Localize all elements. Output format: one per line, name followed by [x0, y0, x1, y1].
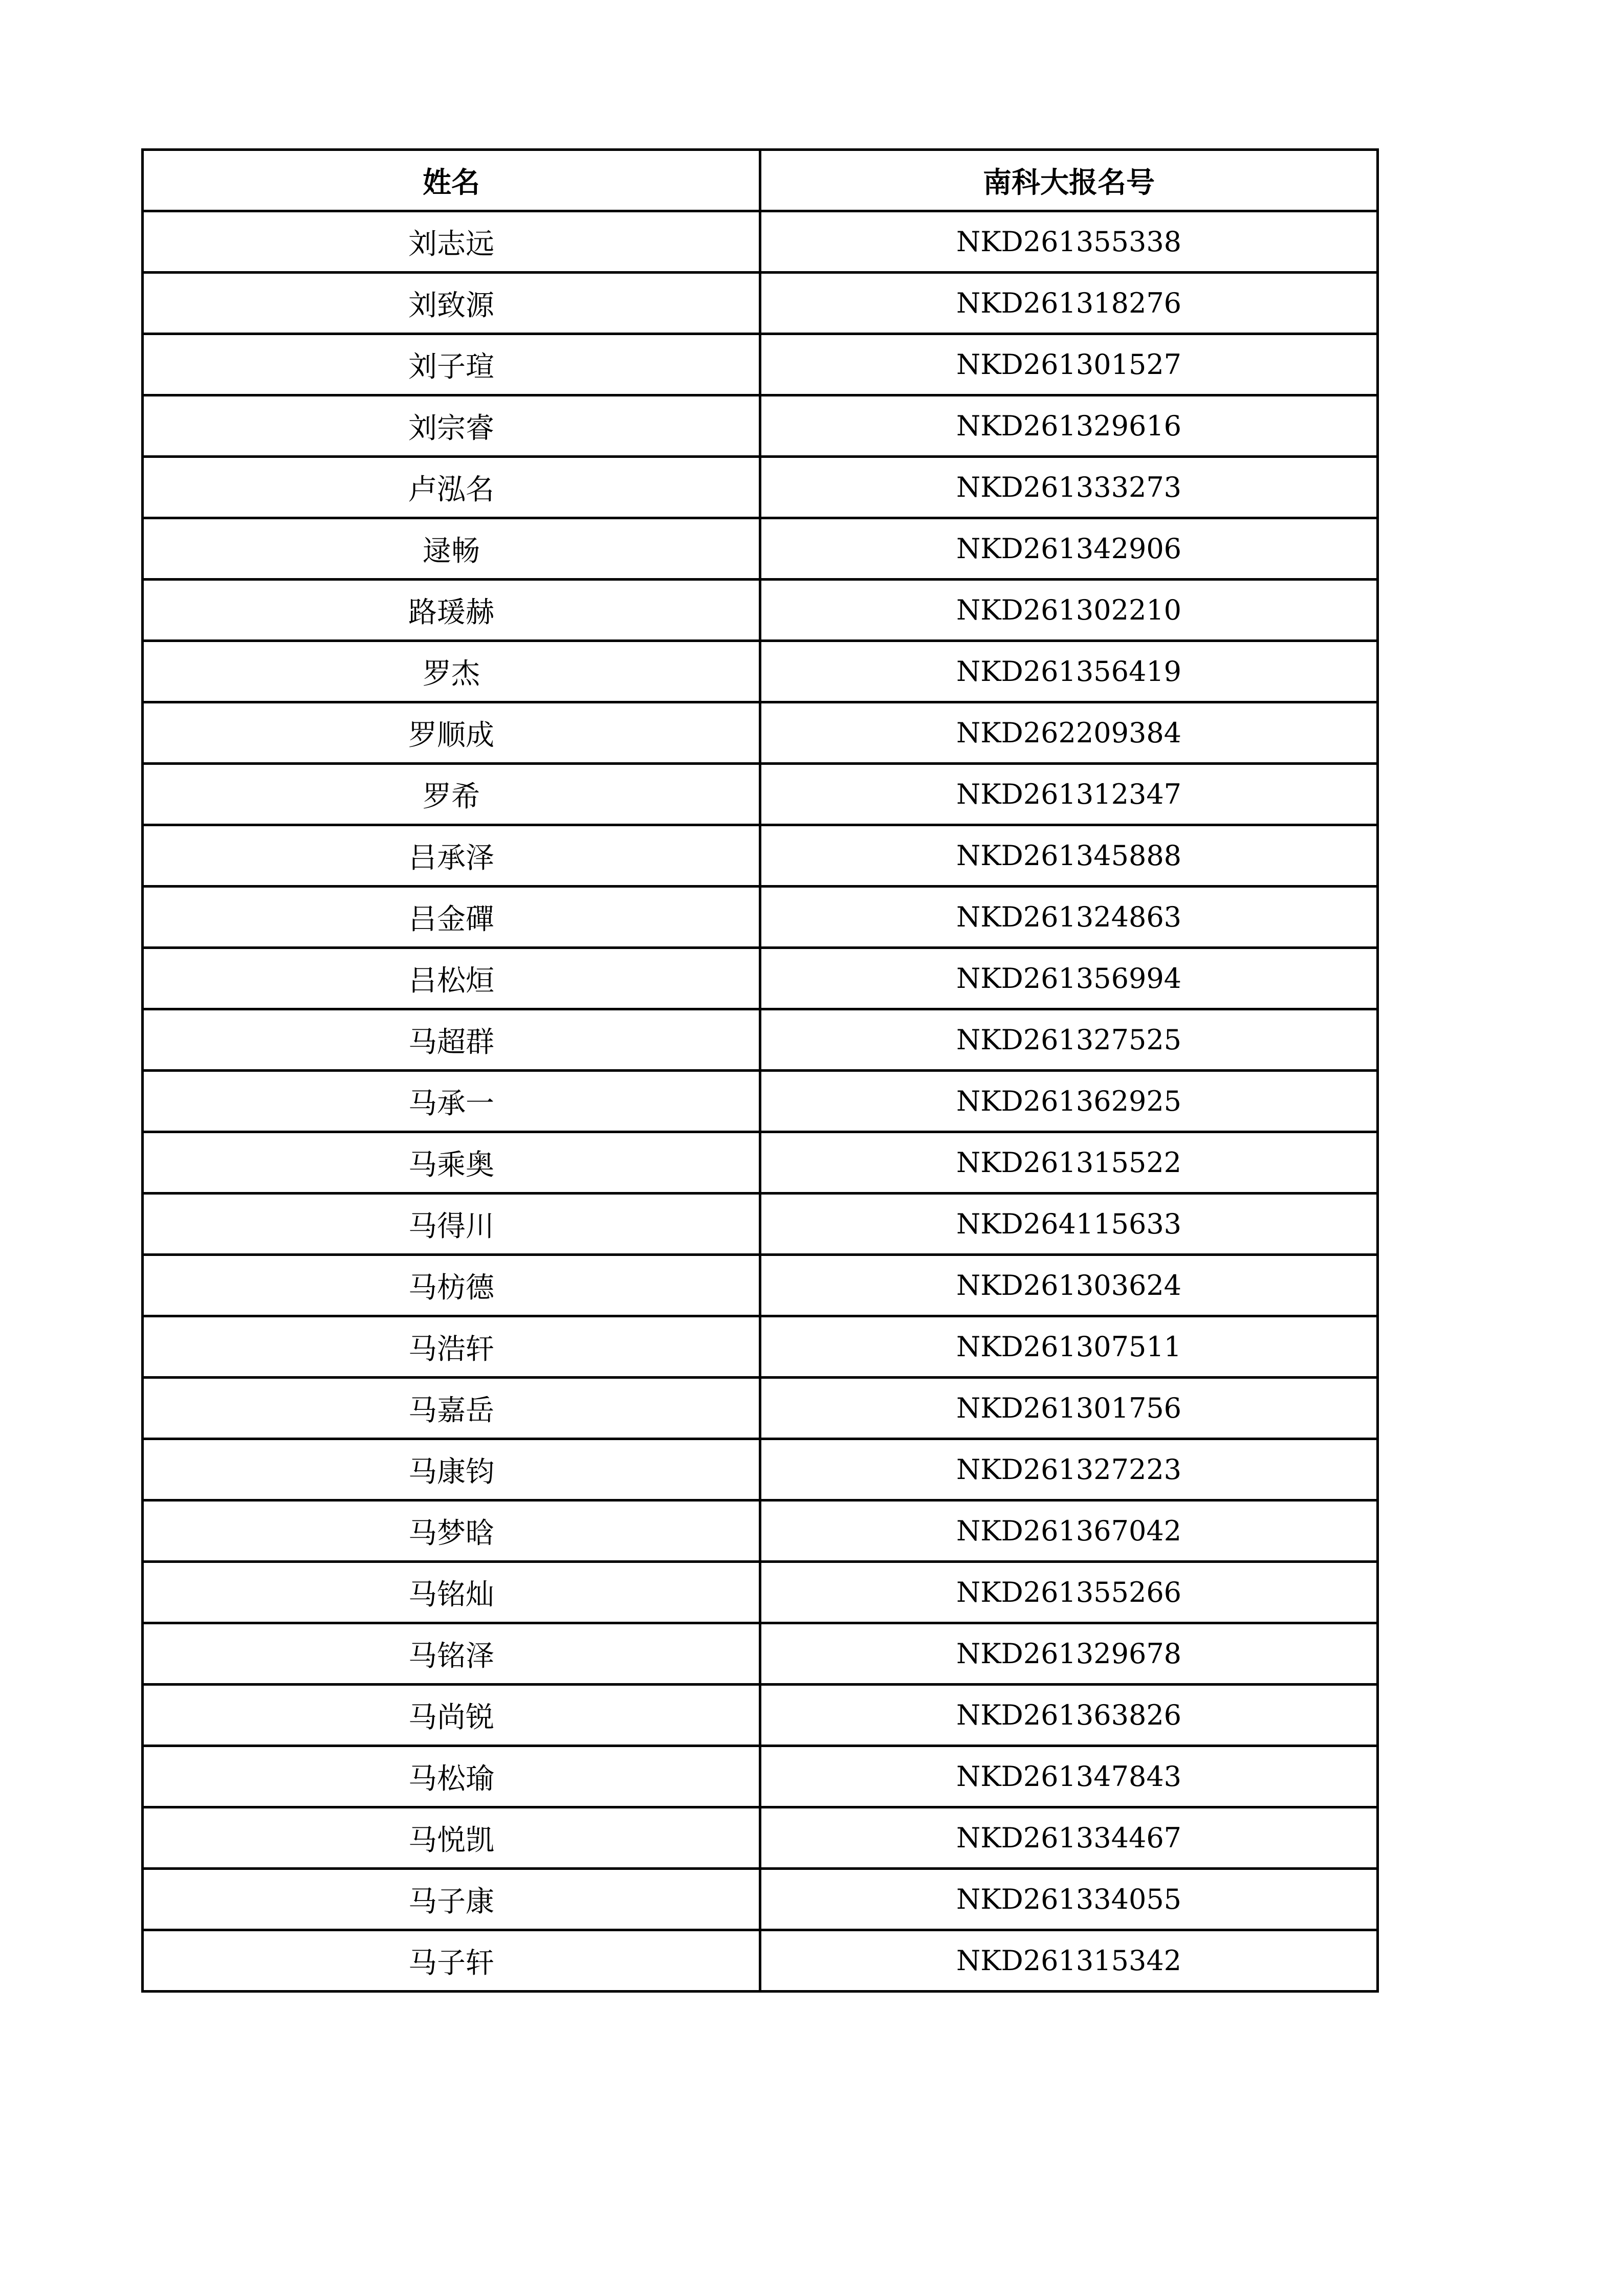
table-row: [143, 1685, 1378, 1746]
column-header-registration-number: 南科大报名号: [760, 150, 1378, 211]
registration-number-cell: NKD261355266: [760, 1562, 1378, 1623]
registration-number-cell: NKD261355338: [760, 211, 1378, 273]
name-cell: 马枋德: [143, 1255, 760, 1316]
table-row: [143, 457, 1378, 518]
registration-number-cell: NKD261318276: [760, 273, 1378, 334]
table-row: [143, 1255, 1378, 1316]
table-row: [143, 825, 1378, 887]
name-cell: 罗顺成: [143, 702, 760, 764]
name-cell: 马康钧: [143, 1439, 760, 1500]
table-row: [143, 211, 1378, 273]
registration-number-cell: NKD261329616: [760, 395, 1378, 457]
header-row: [143, 150, 1378, 211]
name-cell: 吕松烜: [143, 948, 760, 1009]
table-row: [143, 580, 1378, 641]
registration-number-cell: NKD261324863: [760, 887, 1378, 948]
name-cell: 马嘉岳: [143, 1378, 760, 1439]
name-cell: 刘宗睿: [143, 395, 760, 457]
registration-number-cell: NKD261329678: [760, 1623, 1378, 1685]
registration-number-cell: NKD261327223: [760, 1439, 1378, 1500]
applicant-table: [141, 148, 1379, 1993]
name-cell: 罗杰: [143, 641, 760, 702]
registration-number-cell: NKD261356994: [760, 948, 1378, 1009]
table-row: [143, 395, 1378, 457]
table-row: [143, 1869, 1378, 1930]
registration-number-cell: NKD262209384: [760, 702, 1378, 764]
table-row: [143, 1746, 1378, 1807]
registration-number-cell: NKD261334467: [760, 1807, 1378, 1869]
name-cell: 马子轩: [143, 1930, 760, 1992]
registration-number-cell: NKD261312347: [760, 764, 1378, 825]
name-cell: 逯畅: [143, 518, 760, 580]
table-row: [143, 1132, 1378, 1194]
registration-number-cell: NKD261303624: [760, 1255, 1378, 1316]
table-row: [143, 948, 1378, 1009]
name-cell: 马悦凯: [143, 1807, 760, 1869]
name-cell: 马铭灿: [143, 1562, 760, 1623]
name-cell: 马梦晗: [143, 1500, 760, 1562]
table-row: [143, 887, 1378, 948]
registration-number-cell: NKD261342906: [760, 518, 1378, 580]
name-cell: 卢泓名: [143, 457, 760, 518]
registration-number-cell: NKD261333273: [760, 457, 1378, 518]
name-cell: 马超群: [143, 1009, 760, 1071]
name-cell: 刘子瑄: [143, 334, 760, 395]
registration-number-cell: NKD261315522: [760, 1132, 1378, 1194]
table-row: [143, 1930, 1378, 1992]
registration-number-cell: NKD261327525: [760, 1009, 1378, 1071]
registration-number-cell: NKD261301756: [760, 1378, 1378, 1439]
table-row: [143, 1562, 1378, 1623]
table-row: [143, 1009, 1378, 1071]
name-cell: 马铭泽: [143, 1623, 760, 1685]
table-row: [143, 1500, 1378, 1562]
name-cell: 罗希: [143, 764, 760, 825]
name-cell: 刘志远: [143, 211, 760, 273]
name-cell: 马承一: [143, 1071, 760, 1132]
registration-number-cell: NKD261307511: [760, 1316, 1378, 1378]
registration-number-cell: NKD261334055: [760, 1869, 1378, 1930]
name-cell: 马子康: [143, 1869, 760, 1930]
table-row: [143, 273, 1378, 334]
registration-number-cell: NKD261301527: [760, 334, 1378, 395]
registration-number-cell: NKD261315342: [760, 1930, 1378, 1992]
name-cell: 吕金磾: [143, 887, 760, 948]
registration-number-cell: NKD261362925: [760, 1071, 1378, 1132]
registration-number-cell: NKD264115633: [760, 1194, 1378, 1255]
table-row: [143, 702, 1378, 764]
table-row: [143, 1623, 1378, 1685]
table-row: [143, 1807, 1378, 1869]
registration-number-cell: NKD261302210: [760, 580, 1378, 641]
table-row: [143, 1439, 1378, 1500]
table-row: [143, 1194, 1378, 1255]
table-row: [143, 1316, 1378, 1378]
name-cell: 吕承泽: [143, 825, 760, 887]
name-cell: 马尚锐: [143, 1685, 760, 1746]
table-body: [143, 211, 1378, 1992]
table-row: [143, 334, 1378, 395]
registration-number-cell: NKD261363826: [760, 1685, 1378, 1746]
column-header-name: 姓名: [143, 150, 760, 211]
table-header: [143, 150, 1378, 211]
registration-number-cell: NKD261356419: [760, 641, 1378, 702]
table-row: [143, 1378, 1378, 1439]
table-row: [143, 1071, 1378, 1132]
name-cell: 马松瑜: [143, 1746, 760, 1807]
table-row: [143, 518, 1378, 580]
name-cell: 马浩轩: [143, 1316, 760, 1378]
name-cell: 刘致源: [143, 273, 760, 334]
registration-number-cell: NKD261345888: [760, 825, 1378, 887]
table-row: [143, 641, 1378, 702]
name-cell: 马得川: [143, 1194, 760, 1255]
table-row: [143, 764, 1378, 825]
name-cell: 路瑗赫: [143, 580, 760, 641]
registration-number-cell: NKD261347843: [760, 1746, 1378, 1807]
registration-number-cell: NKD261367042: [760, 1500, 1378, 1562]
name-cell: 马乘奥: [143, 1132, 760, 1194]
